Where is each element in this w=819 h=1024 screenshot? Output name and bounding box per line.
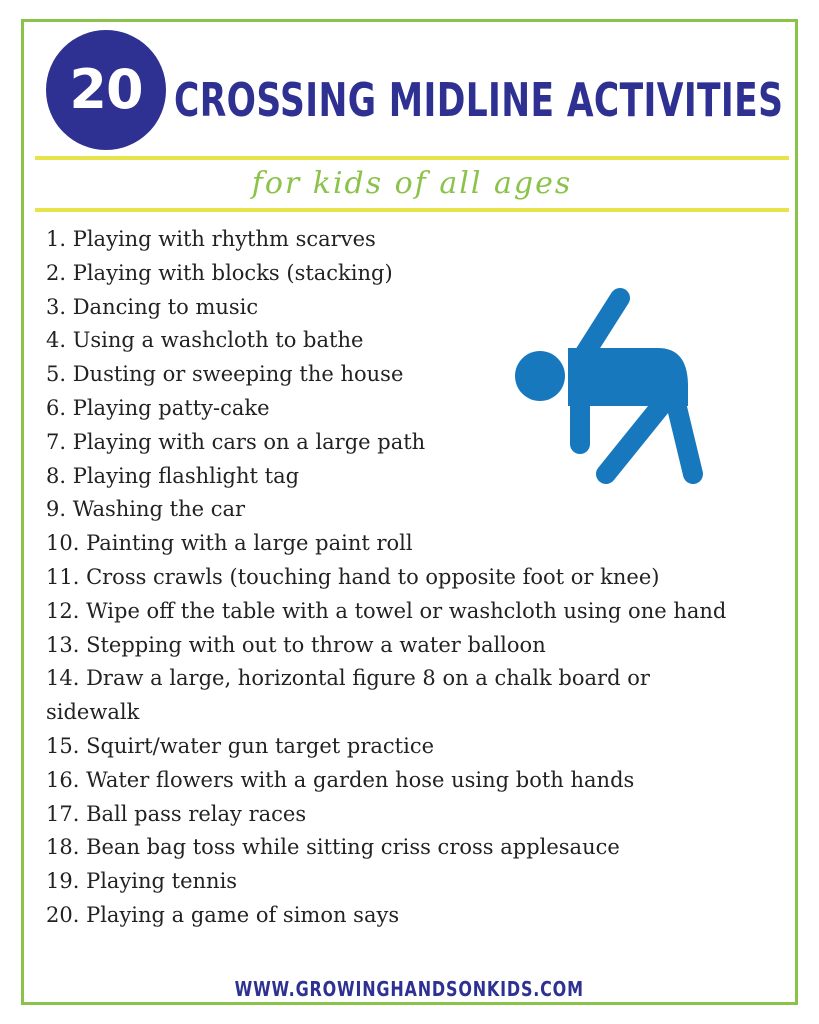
list-item: 8. Playing flashlight tag xyxy=(46,463,300,488)
list-item: 7. Playing with cars on a large path xyxy=(46,429,426,454)
top-divider xyxy=(35,156,789,160)
list-item: 2. Playing with blocks (stacking) xyxy=(46,260,393,285)
list-item: 18. Bean bag toss while sitting criss cross applesauce xyxy=(46,835,620,860)
list-item: 13. Stepping with out to throw a water balloon xyxy=(46,632,546,657)
bottom-divider xyxy=(35,208,789,212)
page-subtitle: for kids of all ages xyxy=(251,166,573,201)
list-item: 4. Using a washcloth to bathe xyxy=(46,328,364,353)
list-item: 11. Cross crawls (touching hand to opposite foot or knee) xyxy=(46,564,660,589)
list-item: 12. Wipe off the table with a towel or washcloth using one hand xyxy=(46,598,727,623)
footer-website xyxy=(0,976,819,1002)
footer-url-text: WWW.GROWINGHANDSONKIDS.COM xyxy=(234,977,585,1001)
list-item: 10. Painting with a large paint roll xyxy=(46,531,413,556)
stretching-person-icon xyxy=(508,286,708,486)
list-item: 20. Playing a game of simon says xyxy=(46,902,400,927)
page-title: CROSSING MIDLINE ACTIVITIES xyxy=(174,73,784,127)
list-item: 6. Playing patty-cake xyxy=(46,395,270,420)
list-item: 16. Water flowers with a garden hose using both hands xyxy=(46,767,635,792)
list-item: 17. Ball pass relay races xyxy=(46,801,307,826)
list-item: 9. Washing the car xyxy=(46,497,246,522)
number-badge: 20 xyxy=(46,30,166,150)
list-item: 19. Playing tennis xyxy=(46,869,238,894)
list-item: 3. Dancing to music xyxy=(46,294,259,319)
list-item: 1. Playing with rhythm scarves xyxy=(46,227,376,251)
list-item: 14. Draw a large, horizontal figure 8 on a chalk board or sidewalk xyxy=(46,666,650,725)
list-item: 15. Squirt/water gun target practice xyxy=(46,733,435,758)
list-item: 5. Dusting or sweeping the house xyxy=(46,362,404,387)
